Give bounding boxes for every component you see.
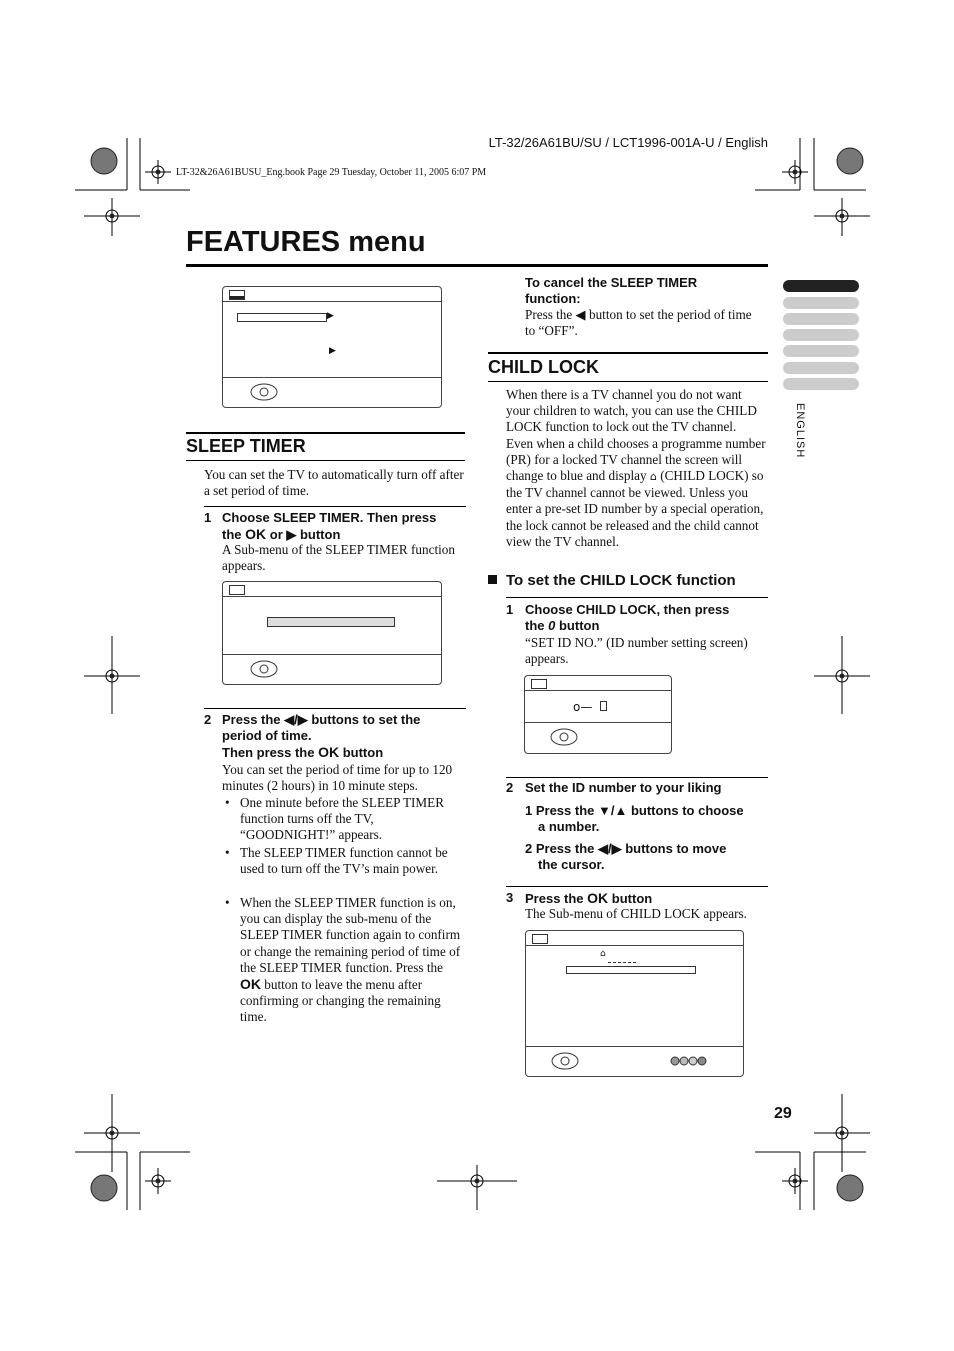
lock-icon: ⌂ bbox=[600, 949, 606, 959]
tv-screen-features-menu bbox=[222, 286, 442, 408]
menu-tab-icon bbox=[531, 679, 547, 689]
tv-screen-child-lock bbox=[525, 930, 744, 1077]
remote-navigation-icon bbox=[549, 728, 579, 746]
lock-step3-text: Press the OK button bbox=[525, 890, 653, 906]
sleep-step2-desc: You can set the period of time for up to 120 minutes (2 hours) in 10 minute steps. bbox=[222, 762, 453, 794]
arrow-right-icon: ▶ bbox=[327, 310, 334, 320]
thumb-tab bbox=[783, 313, 859, 325]
channel-bar bbox=[566, 966, 696, 974]
page-number: 29 bbox=[774, 1105, 792, 1122]
menu-highlight-bar bbox=[237, 313, 327, 322]
lock-step2-number: 2 bbox=[506, 780, 514, 795]
remote-navigation-icon bbox=[249, 660, 279, 678]
sleep-step1-number: 1 bbox=[204, 510, 212, 525]
lock-step2-sub2: 2 Press the ◀/▶ buttons to move the cursor. bbox=[525, 841, 727, 873]
sleep-timer-intro: You can set the TV to automatically turn off after a set period of time. bbox=[204, 467, 464, 499]
book-line: LT-32&26A61BUSU_Eng.book Page 29 Tuesday, October 11, 2005 6:07 PM bbox=[176, 167, 487, 178]
menu-tab-icon bbox=[532, 934, 548, 944]
sleep-step1-desc: A Sub-menu of the SLEEP TIMER function appears. bbox=[222, 542, 455, 574]
cancel-heading: To cancel the SLEEP TIMER function: bbox=[525, 275, 698, 307]
sub-heading-square-icon bbox=[488, 575, 497, 584]
menu-tab-icon bbox=[229, 290, 245, 300]
sleep-bullet-1: • One minute before the SLEEP TIMER function turns off the TV, “GOODNIGHT!” appears. bbox=[240, 795, 466, 844]
thumb-tab bbox=[783, 378, 859, 390]
zero-button-label: 0 bbox=[548, 618, 556, 634]
thumb-tab-active bbox=[783, 280, 859, 292]
sleep-bullet-2: • The SLEEP TIMER function cannot be used to turn off the TV’s main power. bbox=[240, 845, 466, 877]
lock-step2-text: Set the ID number to your liking bbox=[525, 780, 722, 795]
id-dashes bbox=[608, 962, 636, 963]
title-rule bbox=[186, 264, 768, 267]
child-lock-heading: CHILD LOCK bbox=[488, 357, 599, 377]
remote-navigation-icon bbox=[249, 383, 279, 401]
lock-step3-number: 3 bbox=[506, 890, 514, 905]
child-lock-subheading: To set the CHILD LOCK function bbox=[506, 572, 736, 589]
language-tab: ENGLISH bbox=[794, 403, 806, 459]
sleep-timer-heading: SLEEP TIMER bbox=[186, 436, 306, 456]
tv-screen-set-id bbox=[524, 675, 672, 754]
sleep-step1-text: Choose SLEEP TIMER. Then press the OK or ▶ button bbox=[222, 510, 437, 543]
ok-button-label: OK bbox=[318, 744, 340, 761]
cancel-text: Press the ◀ button to set the period of time to “OFF”. bbox=[525, 307, 752, 339]
thumb-tab bbox=[783, 329, 859, 341]
lock-icon: ⌂ bbox=[649, 470, 657, 484]
lock-step1-desc: “SET ID NO.” (ID number setting screen) appears. bbox=[525, 635, 748, 667]
child-lock-intro: When there is a TV channel you do not want your children to watch, you can use the CHILD LOCK function to lock out the TV channel. Even when a child chooses a programme number (PR) for a locked TV channel the screen will change to blue and display ⌂ (CHILD LOCK) so the TV channel cannot be viewed. Unless you enter a pre-set ID number by a special operation, the lock cannot be released and the child cannot view the TV channel. bbox=[506, 387, 766, 549]
key-icon: o— bbox=[573, 700, 593, 714]
lock-step1-number: 1 bbox=[506, 602, 514, 617]
ok-button-label: OK bbox=[245, 526, 267, 543]
header-model: LT-32/26A61BU/SU / LCT1996-001A-U / English bbox=[488, 135, 768, 150]
sleep-timer-bar bbox=[267, 617, 395, 627]
arrow-right-icon: ▶ bbox=[329, 345, 336, 355]
thumb-tab bbox=[783, 297, 859, 309]
ok-button-label: OK bbox=[240, 976, 261, 993]
remote-navigation-icon bbox=[550, 1052, 580, 1070]
sleep-bullet-3: • When the SLEEP TIMER function is on, you can display the sub-menu of the SLEEP TIMER function again to confirm or change the remaining period of time of the SLEEP TIMER function. Press the OK button to leave the menu after confirming or changing the remaining time. bbox=[240, 895, 466, 1026]
tv-screen-sleep-timer bbox=[222, 581, 442, 685]
lock-step2-sub1: 1 Press the ▼/▲ buttons to choose a number. bbox=[525, 803, 744, 835]
page-title: FEATURES menu bbox=[186, 226, 426, 258]
lock-step3-desc: The Sub-menu of CHILD LOCK appears. bbox=[525, 906, 747, 921]
thumb-tab bbox=[783, 345, 859, 357]
color-buttons-icon bbox=[670, 1053, 710, 1067]
ok-button-label: OK bbox=[587, 890, 609, 906]
id-digit-box bbox=[600, 701, 607, 711]
lock-step1-text: Choose CHILD LOCK, then press the 0 button bbox=[525, 602, 730, 634]
sleep-step2-number: 2 bbox=[204, 712, 212, 727]
menu-tab-icon bbox=[229, 585, 245, 595]
sleep-step2-text: Press the ◀/▶ buttons to set the period of time. Then press the OK button bbox=[222, 712, 421, 761]
thumb-tab bbox=[783, 362, 859, 374]
